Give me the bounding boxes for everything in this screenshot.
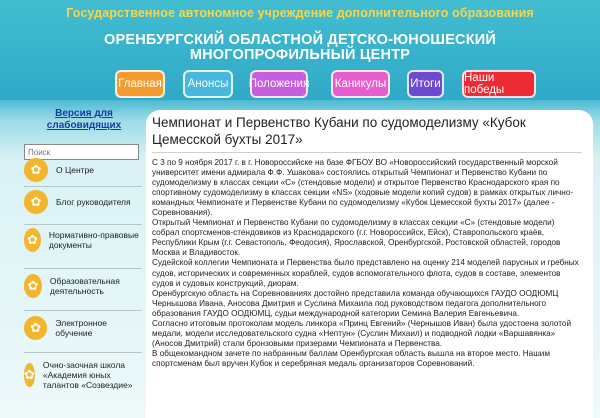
sidebar-item-about[interactable] bbox=[24, 158, 144, 182]
nav-results[interactable]: Итоги bbox=[407, 70, 444, 98]
article-paragraph: Оренбургскую область на Соревнованиях достойно представила команда обучающихся ГАУДО ООДЮМЦ Чернышова Ивана, Аносова Дмитрия и Суслина Михаила под руководством педагога дополнительного образования ГАУДО ООДЮМЦ, судьи международной категории Семина Валерия Евгеньевича. bbox=[152, 288, 559, 318]
nav-announcements[interactable]: Анонсы bbox=[183, 70, 233, 98]
sidebar-item-label: Блог руководителя bbox=[56, 197, 131, 207]
butterfly-icon: ✿ bbox=[24, 228, 41, 252]
sidebar-item-label: Нормативно-правовые документы bbox=[48, 230, 139, 250]
sidebar-item-legal-docs[interactable] bbox=[24, 228, 144, 252]
nav-home[interactable]: Главная bbox=[115, 70, 165, 98]
nav-our-victories[interactable]: Наши победы bbox=[462, 70, 536, 98]
sidebar-item-label: О Центре bbox=[56, 165, 95, 175]
butterfly-icon: ✿ bbox=[24, 363, 35, 387]
sidebar-item-e-learning[interactable] bbox=[24, 316, 144, 340]
butterfly-icon: ✿ bbox=[24, 190, 48, 214]
divider bbox=[24, 186, 142, 187]
nav-holidays[interactable]: Каникулы bbox=[331, 70, 390, 98]
site-title-line2: МНОГОПРОФИЛЬНЫЙ ЦЕНТР bbox=[189, 47, 411, 63]
site-title-line1: ОРЕНБУРГСКИЙ ОБЛАСТНОЙ ДЕТСКО-ЮНОШЕСКИЙ bbox=[103, 32, 497, 48]
divider bbox=[152, 152, 582, 153]
article-body bbox=[152, 158, 584, 369]
sidebar-item-education[interactable] bbox=[24, 274, 144, 298]
butterfly-icon: ✿ bbox=[24, 274, 42, 298]
butterfly-icon: ✿ bbox=[24, 316, 47, 340]
article-title: Чемпионат и Первенство Кубани по судомоделизму «Кубок Цемесской бухты 2017» bbox=[152, 115, 526, 147]
article-panel bbox=[146, 110, 593, 418]
article-paragraph: Судейской коллегии Чемпионата и Первенства было представлено на оценку 214 моделей парусных и гребных судов, исторических и современных кораблей, судов вспомогательного флота, судов в составе, элементов судов и судовых конструкций, диорам. bbox=[152, 258, 579, 288]
article-paragraph: В общекомандном зачете по набранным баллам Оренбургская область вышла на второе место. Нашим спортсменам был вручен Кубок и серебряная медаль организаторов Соревнований. bbox=[152, 348, 550, 368]
divider bbox=[24, 352, 142, 353]
organization-caption: Государственное автономное учреждение дополнительного образования bbox=[66, 6, 534, 20]
butterfly-icon: ✿ bbox=[24, 158, 48, 182]
accessible-version-link[interactable]: Версия для слабовидящих bbox=[46, 108, 122, 131]
divider bbox=[24, 224, 142, 225]
nav-regulations[interactable]: Положения bbox=[250, 70, 308, 98]
divider bbox=[24, 310, 142, 311]
sidebar-item-academy[interactable] bbox=[24, 360, 144, 390]
article-paragraph: С 3 по 9 ноября 2017 г. в г. Новороссийске на базе ФГБОУ ВО «Новороссийский государственный морской университет имени адмирала Ф.Ф. Ушакова» состоялись открытый Чемпионат и Первенство Кубани по судомоделизму в классах секции «С» (стендовые модели) и открытое Первенство Краснодарского края по спортивному судомоделизму в классах секции «NS» (ходовые модели копий судов) в рамках открытых лично-командных Чемпионате и Первенстве Кубани по судомоделизму «Кубок Цемесской бухты 2017» (далее - Соревнования). bbox=[152, 158, 574, 218]
sidebar bbox=[24, 108, 144, 390]
article-paragraph: Согласно итоговым протоколам модель линкора «Принц Евгений» (Чернышов Иван) была удостоена золотой медали, модели исследовательского судна «Нептун» (Суслин Михаил) и подводной лодки «Варшавянка» (Аносов Дмитрий) стали бронзовыми призерами Чемпионата и Первенства. bbox=[152, 318, 572, 348]
divider bbox=[24, 268, 142, 269]
sidebar-item-label: Образовательная деятельность bbox=[49, 276, 120, 296]
sidebar-item-blog[interactable] bbox=[24, 190, 144, 214]
sidebar-item-label: Электронное обучение bbox=[55, 318, 107, 338]
article-paragraph: Открытый Чемпионат и Первенство Кубани по судомоделизму в классах секции «С» (стендовые модели) собрал спортсменов-стендовиков из Краснодарского (г.г. Новороссийск, Ейск), Ставропольского краёв, Республики Крым (г.г. Севастополь, Феодосия), Ярославской, Оренбургской, Ростовской областей, городов Москва и Владивосток. bbox=[152, 218, 561, 258]
sidebar-item-label: Очно-заочная школа «Академия юных талантов «Созвездие» bbox=[42, 360, 133, 390]
